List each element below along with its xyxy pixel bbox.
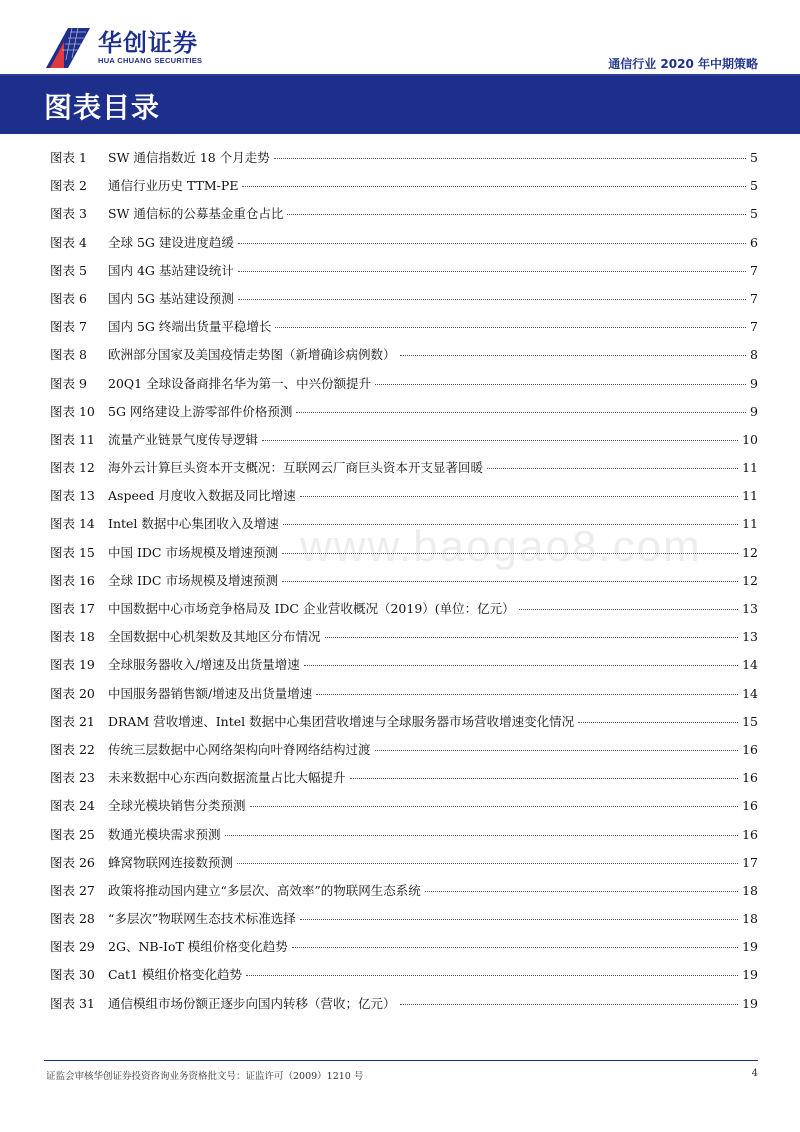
toc-entry[interactable] [50,486,758,514]
toc-entry-page: 19 [742,995,758,1011]
toc-entry-page: 5 [750,150,758,165]
toc-entry-title: 2G、NB-IoT 模组价格变化趋势 [108,939,288,955]
toc-entry-number: 图表 14 [50,516,95,532]
toc-leader-dots [400,1004,739,1005]
toc-entry-title: Intel 数据中心集团收入及增速 [108,516,279,532]
toc-leader-dots [325,637,739,638]
toc-entry[interactable] [50,233,758,261]
toc-entry-title: 中国服务器销售额/增速及出货量增速 [108,685,313,701]
toc-entry[interactable] [50,712,758,740]
toc-entry[interactable] [50,374,758,402]
toc-entry-page: 7 [750,290,758,306]
toc-entry-title: 中国数据中心市场竞争格局及 IDC 企业营收概况（2019）(单位：亿元） [108,601,515,616]
toc-entry-number: 图表 5 [50,262,87,278]
toc-entry-page: 15 [742,713,758,729]
toc-entry[interactable] [50,317,758,345]
toc-leader-dots [282,581,738,582]
toc-leader-dots [287,214,746,215]
toc-entry-number: 图表 25 [50,826,95,842]
toc-leader-dots [350,778,739,779]
toc-entry-page: 18 [742,882,758,898]
toc-entry-title: 国内 4G 基站建设统计 [108,262,234,278]
toc-entry-number: 图表 23 [50,770,95,786]
report-title: 通信行业 2020 年中期策略 [608,57,758,71]
toc-entry-title: 未来数据中心东西向数据流量占比大幅提升 [108,770,346,786]
toc-entry[interactable] [50,176,758,204]
toc-entry-page: 19 [742,967,758,983]
toc-entry-page: 7 [750,319,758,335]
toc-entry-title: 20Q1 全球设备商排名华为第一、中兴份额提升 [108,375,372,391]
toc-entry-page: 9 [750,403,758,419]
toc-leader-dots [578,722,738,723]
toc-entry[interactable] [50,937,758,965]
toc-entry-title: 国内 5G 基站建设预测 [108,290,234,306]
toc-entry-page: 16 [742,741,758,757]
toc-entry[interactable] [50,402,758,430]
toc-leader-dots [274,158,746,159]
toc-entry-title: “多层次”物联网生态技术标准选择 [108,911,296,927]
toc-entry-page: 17 [742,854,758,870]
toc-entry[interactable] [50,289,758,317]
toc-entry-number: 图表 21 [50,713,95,729]
toc-entry[interactable] [50,768,758,796]
toc-leader-dots [316,694,738,695]
toc-entry-page: 9 [750,375,758,391]
toc-entry-title: 传统三层数据中心网络架构向叶脊网络结构过渡 [108,741,371,757]
toc-entry[interactable] [50,148,758,176]
toc-entry-title: SW 通信指数近 18 个月走势 [108,150,270,165]
toc-entry-number: 图表 27 [50,882,95,898]
toc-entry-title: 海外云计算巨头资本开支概况：互联网云厂商巨头资本开支显著回暖 [108,460,484,476]
toc-entry-title: 5G 网络建设上游零部件价格预测 [108,403,293,419]
toc-leader-dots [300,496,738,497]
toc-entry-page: 13 [742,601,758,616]
toc-entry-title: 全国数据中心机架数及其地区分布情况 [108,629,321,645]
toc-leader-dots [292,947,738,948]
toc-entry-page: 10 [742,431,758,447]
toc-entry-number: 图表 1 [50,150,87,165]
toc-entry-page: 8 [750,347,758,363]
toc-entry-title: Cat1 模组价格变化趋势 [108,967,242,983]
toc-entry-page: 11 [742,488,758,504]
toc-entry-page: 14 [742,685,758,701]
toc-entry-number: 图表 3 [50,206,87,222]
toc-entry-title: 数通光模块需求预测 [108,826,221,842]
toc-entry-number: 图表 18 [50,629,95,645]
toc-entry-page: 19 [742,939,758,955]
toc-entry-page: 12 [742,572,758,588]
toc-entry[interactable] [50,458,758,486]
toc-entry-number: 图表 16 [50,572,95,588]
toc-entry-title: Aspeed 月度收入数据及同比增速 [108,488,296,504]
toc-entry[interactable] [50,204,758,232]
toc-leader-dots [487,468,738,469]
toc-entry[interactable] [50,627,758,655]
toc-entry-title: 流量产业链景气度传导逻辑 [108,431,259,447]
toc-leader-dots [238,299,746,300]
toc-entry[interactable] [50,261,758,289]
toc-leader-dots [400,355,747,356]
table-of-figures [50,148,758,1022]
toc-entry-title: 蜂窝物联网连接数预测 [108,854,234,870]
toc-entry-page: 5 [750,206,758,222]
toc-entry-number: 图表 19 [50,657,95,673]
toc-entry-page: 5 [750,178,758,194]
toc-entry-number: 图表 30 [50,967,95,983]
toc-entry-number: 图表 8 [50,347,87,363]
toc-leader-dots [282,553,738,554]
toc-leader-dots [375,384,746,385]
toc-entry[interactable] [50,684,758,712]
toc-entry-page: 13 [742,629,758,645]
toc-entry[interactable] [50,655,758,683]
toc-entry[interactable] [50,543,758,571]
toc-entry-number: 图表 10 [50,403,95,419]
toc-entry-number: 图表 15 [50,544,95,560]
logo-chinese-name: 华创证券 [98,29,198,57]
toc-entry-number: 图表 20 [50,685,95,701]
toc-entry-page: 16 [742,826,758,842]
watermark: www.baogao8.com [300,522,702,571]
toc-entry-number: 图表 11 [50,431,95,447]
toc-leader-dots [300,919,738,920]
toc-entry-title: 欧洲部分国家及美国疫情走势图（新增确诊病例数） [108,347,396,363]
toc-entry-number: 图表 9 [50,375,87,391]
toc-leader-dots [425,891,738,892]
toc-entry[interactable] [50,965,758,993]
toc-entry[interactable] [50,881,758,909]
toc-entry-number: 图表 28 [50,911,95,927]
toc-leader-dots [304,665,738,666]
toc-leader-dots [262,440,738,441]
company-logo [46,28,202,68]
toc-entry[interactable] [50,825,758,853]
toc-entry-number: 图表 26 [50,854,95,870]
toc-entry-page: 18 [742,911,758,927]
toc-leader-dots [225,835,739,836]
toc-entry-title: 通信行业历史 TTM-PE [108,178,239,194]
toc-entry[interactable] [50,853,758,881]
toc-leader-dots [519,609,738,610]
logo-mark-icon [46,28,90,68]
toc-leader-dots [238,243,746,244]
toc-leader-dots [238,271,746,272]
toc-leader-dots [250,806,739,807]
toc-entry[interactable] [50,909,758,937]
footer-divider [44,1060,758,1061]
toc-entry-page: 14 [742,657,758,673]
toc-entry-number: 图表 13 [50,488,95,504]
toc-entry-number: 图表 22 [50,741,95,757]
toc-entry-number: 图表 29 [50,939,95,955]
toc-entry-page: 12 [742,544,758,560]
toc-entry-page: 16 [742,770,758,786]
toc-entry[interactable] [50,514,758,542]
toc-entry[interactable] [50,994,758,1022]
toc-entry-page: 7 [750,262,758,278]
toc-entry-page: 11 [742,516,758,532]
toc-entry[interactable] [50,740,758,768]
toc-leader-dots [237,863,738,864]
toc-entry[interactable] [50,430,758,458]
section-title: 图表目录 [44,91,161,124]
toc-entry-title: 全球光模块销售分类预测 [108,798,246,814]
toc-entry-title: 通信模组市场份额正逐步向国内转移（营收；亿元） [108,995,396,1011]
toc-entry-page: 16 [742,798,758,814]
toc-entry-number: 图表 7 [50,319,87,335]
toc-leader-dots [242,186,746,187]
toc-entry-title: 国内 5G 终端出货量平稳增长 [108,319,272,335]
toc-entry-number: 图表 31 [50,995,95,1011]
page-number: 4 [751,1068,758,1079]
toc-entry[interactable] [50,345,758,373]
toc-entry-number: 图表 2 [50,178,87,194]
toc-leader-dots [283,524,738,525]
toc-leader-dots [246,975,738,976]
footer-disclaimer: 证监会审核华创证券投资咨询业务资格批文号：证监许可（2009）1210 号 [46,1071,364,1082]
toc-entry-number: 图表 12 [50,460,95,476]
toc-entry[interactable] [50,571,758,599]
toc-entry[interactable] [50,599,758,627]
toc-leader-dots [296,412,746,413]
toc-entry-number: 图表 17 [50,601,95,616]
toc-entry-number: 图表 4 [50,234,87,250]
toc-entry[interactable] [50,796,758,824]
toc-entry-title: 全球 5G 建设进度趋缓 [108,234,234,250]
toc-leader-dots [275,327,746,328]
toc-entry-number: 图表 6 [50,290,87,306]
toc-entry-title: 全球服务器收入/增速及出货量增速 [108,657,300,673]
toc-entry-title: 政策将推动国内建立“多层次、高效率”的物联网生态系统 [108,882,421,898]
logo-english-name: HUA CHUANG SECURITIES [98,56,203,65]
toc-entry-title: SW 通信标的公募基金重仓占比 [108,206,284,222]
toc-entry-number: 图表 24 [50,798,95,814]
toc-leader-dots [375,750,739,751]
toc-entry-page: 6 [750,234,758,250]
toc-entry-title: 中国 IDC 市场规模及增速预测 [108,544,278,560]
toc-entry-title: 全球 IDC 市场规模及增速预测 [108,572,278,588]
toc-entry-page: 11 [742,460,758,476]
toc-entry-title: DRAM 营收增速、Intel 数据中心集团营收增速与全球服务器市场营收增速变化情况 [108,713,575,729]
